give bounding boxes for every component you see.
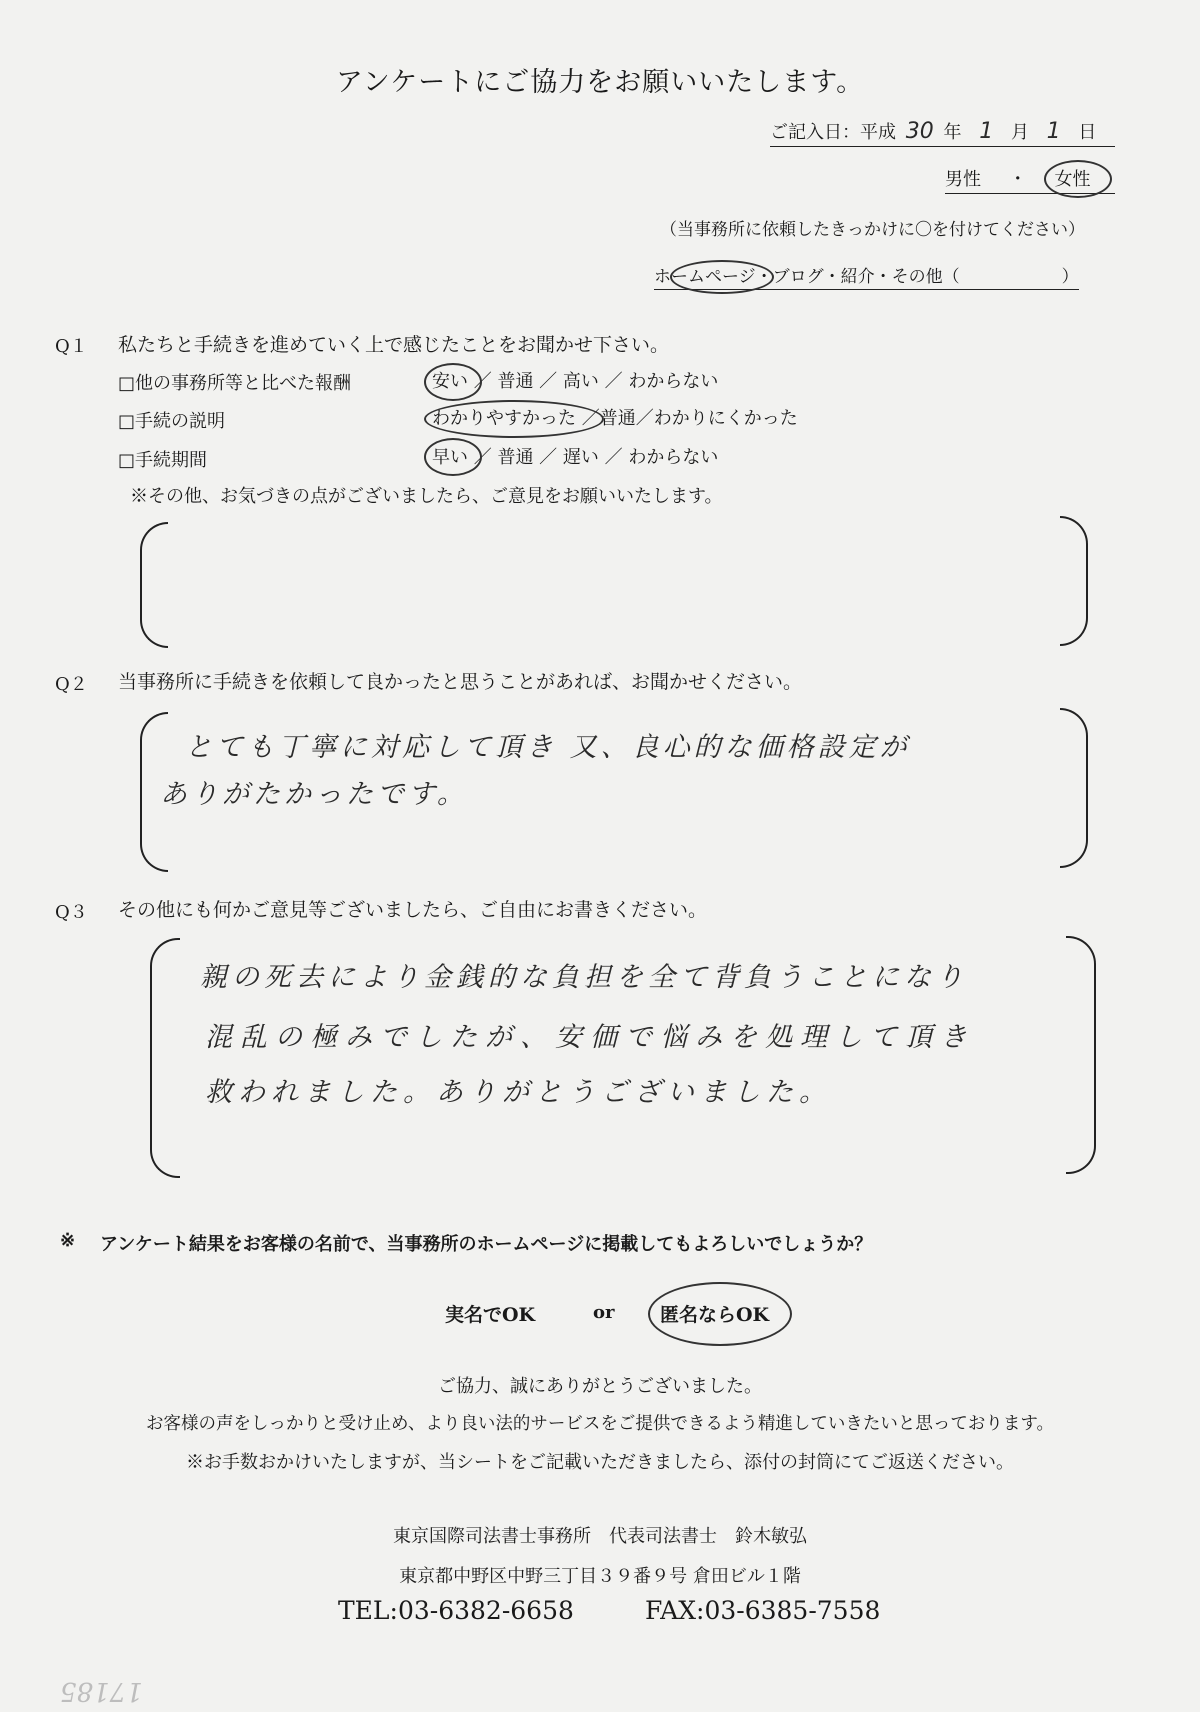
q1-note: ※その他、お気づきの点がございましたら、ご意見をお願いいたします。 — [130, 486, 723, 507]
publish-mark: ※ — [60, 1230, 76, 1251]
office-address: 東京都中野区中野三丁目３９番９号 倉田ビル１階 — [399, 1566, 801, 1587]
q3-label: Q３ — [55, 902, 88, 923]
margin-number: 17185 — [60, 1676, 143, 1706]
office-name: 東京国際司法書士事務所 代表司法書士 鈴木敏弘 — [393, 1526, 807, 1547]
q2-answer-box-right — [1060, 708, 1088, 868]
selection-circle — [1044, 160, 1112, 198]
q2-answer-line[interactable]: とても丁寧に対応して頂き 又、良心的な価格設定が — [185, 732, 911, 763]
q1-label: Q１ — [55, 336, 88, 357]
closing-return-note: ※お手数おかけいたしますが、当シートをご記載いただきましたら、添付の封筒にてご返送ください。 — [186, 1452, 1014, 1473]
gender-separator: ・ — [1008, 169, 1027, 190]
q3-answer-box-left — [150, 938, 180, 1178]
publish-option-real[interactable]: 実名でOK — [445, 1304, 536, 1326]
q1-row-fee-label[interactable]: □他の事務所等と比べた報酬 — [118, 373, 352, 394]
q1-question: 私たちと手続きを進めていく上で感じたことをお聞かせ下さい。 — [118, 334, 670, 356]
entry-day-unit: 日 — [1078, 122, 1097, 143]
q3-answer-line[interactable]: 親の死去により金銭的な負担を全て背負うことになり — [200, 962, 968, 993]
q3-answer-line[interactable]: 混乱の極みでしたが、安価で悩みを処理して頂き — [205, 1022, 975, 1053]
q1-row-explanation-label[interactable]: □手続の説明 — [118, 411, 226, 432]
closing-commitment: お客様の声をしっかりと受け止め、より良い法的サービスをご提供できるよう精進していきたいと思っております。 — [146, 1414, 1054, 1434]
office-tel: TEL:03-6382-6658 — [338, 1596, 574, 1625]
referral-options[interactable]: ホームページ・ブログ・紹介・その他（ ） — [654, 262, 1079, 290]
entry-day: 1 — [1046, 119, 1061, 144]
q1-row-fee-options[interactable]: 安い ／ 普通 ／ 高い ／ わからない — [432, 371, 719, 392]
entry-date-label: ご記入日：平成 — [770, 122, 896, 143]
publish-or: or — [593, 1302, 615, 1323]
selection-circle — [670, 260, 774, 294]
entry-month-unit: 月 — [1010, 122, 1029, 143]
q1-answer-box-right — [1060, 516, 1088, 646]
q3-question: その他にも何かご意見等ございましたら、ご自由にお書きください。 — [118, 899, 708, 921]
entry-date — [770, 118, 1115, 147]
office-fax: FAX:03-6385-7558 — [645, 1596, 881, 1625]
gender-male[interactable]: 男性 — [945, 169, 981, 190]
q2-answer-line[interactable]: ありがたかったです。 — [160, 779, 468, 810]
entry-year-unit: 年 — [943, 122, 962, 143]
selection-circle — [424, 438, 482, 476]
entry-month: 1 — [979, 119, 994, 144]
selection-circle — [648, 1282, 792, 1346]
closing-thanks: ご協力、誠にありがとうございました。 — [438, 1376, 762, 1397]
selection-circle — [424, 400, 604, 438]
q3-answer-line[interactable]: 救われました。ありがとうございました。 — [205, 1077, 832, 1108]
q3-answer-box-right — [1066, 936, 1096, 1174]
q1-row-duration-label[interactable]: □手続期間 — [118, 450, 208, 471]
q1-row-explanation-options[interactable]: わかりやすかった ／普通／わかりにくかった — [432, 408, 798, 429]
publish-option-anon[interactable]: 匿名ならOK — [660, 1304, 770, 1326]
q1-answer-box-left — [140, 522, 168, 648]
referral-instruction: （当事務所に依頼したきっかけに〇を付けてください） — [660, 220, 1085, 240]
q1-row-duration-options[interactable]: 早い ／ 普通 ／ 遅い ／ わからない — [432, 447, 719, 468]
publish-question: アンケート結果をお客様の名前で、当事務所のホームページに掲載してもよろしいでしょうか？ — [100, 1234, 873, 1255]
page-title: アンケートにご協力をお願いいたします。 — [335, 67, 865, 98]
selection-circle — [424, 363, 482, 401]
gender-female[interactable]: 女性 — [1054, 169, 1091, 190]
q2-question: 当事務所に手続きを依頼して良かったと思うことがあれば、お聞かせください。 — [118, 671, 803, 693]
q2-label: Q２ — [55, 674, 88, 695]
entry-year: 30 — [905, 119, 934, 144]
